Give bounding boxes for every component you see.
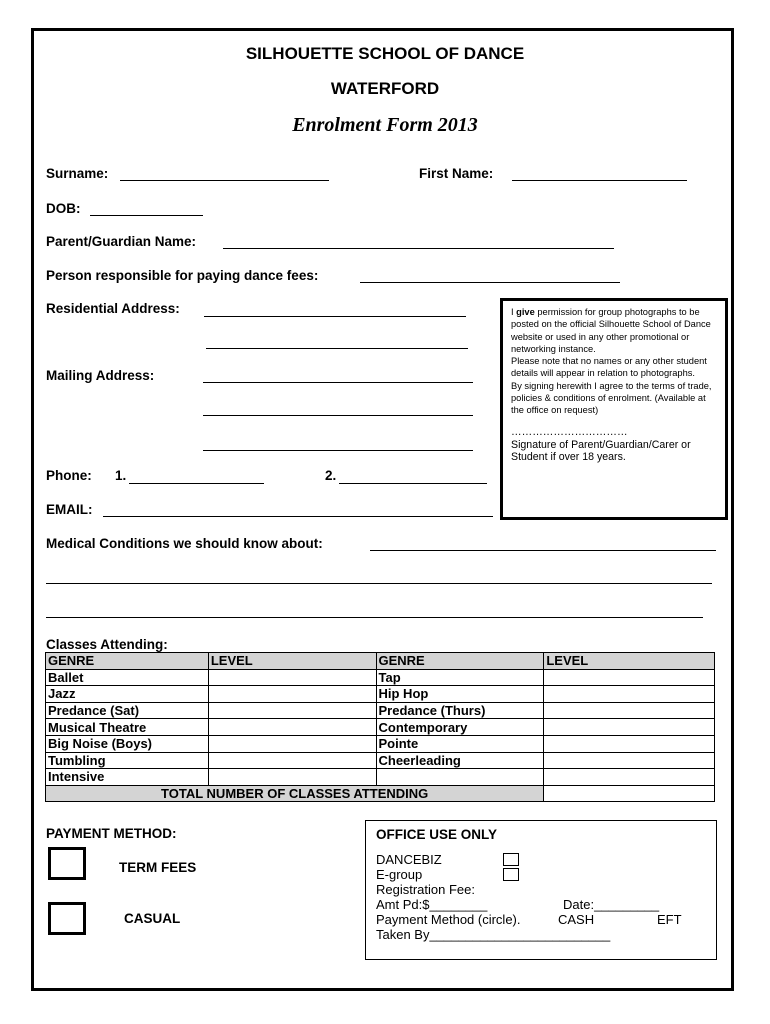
- genre-cell: Contemporary: [376, 719, 544, 736]
- total-label: TOTAL NUMBER OF CLASSES ATTENDING: [46, 785, 544, 802]
- genre-cell: Intensive: [46, 769, 209, 786]
- parent-field[interactable]: [223, 248, 614, 249]
- genre-cell: Tap: [376, 669, 544, 686]
- dob-field[interactable]: [90, 215, 203, 216]
- phone-2-label: 2.: [325, 468, 337, 483]
- genre-cell: Hip Hop: [376, 686, 544, 703]
- level-header: LEVEL: [208, 653, 376, 670]
- parent-label: Parent/Guardian Name:: [46, 234, 197, 249]
- dob-label: DOB:: [46, 201, 81, 216]
- level-cell[interactable]: [544, 752, 715, 769]
- payer-label: Person responsible for paying dance fees:: [46, 268, 319, 283]
- mailing-field-3[interactable]: [203, 450, 473, 451]
- photo-permission-box: [500, 298, 728, 520]
- cash-option[interactable]: CASH: [558, 912, 595, 927]
- date-field[interactable]: Date:_________: [563, 897, 660, 912]
- residential-field-1[interactable]: [204, 316, 466, 317]
- school-town: WATERFORD: [330, 79, 440, 98]
- medical-field-1[interactable]: [370, 550, 716, 551]
- genre-cell: Tumbling: [46, 752, 209, 769]
- table-row: [46, 769, 715, 786]
- medical-field-2[interactable]: [46, 583, 712, 584]
- dancebiz-checkbox[interactable]: [503, 853, 519, 866]
- egroup-label: E-group: [376, 867, 423, 882]
- surname-field[interactable]: [120, 180, 329, 181]
- term-fees-label: TERM FEES: [119, 860, 197, 875]
- phone-2-field[interactable]: [339, 483, 487, 484]
- genre-cell: Musical Theatre: [46, 719, 209, 736]
- amount-paid-field[interactable]: Amt Pd:$________: [376, 897, 488, 912]
- surname-label: Surname:: [46, 166, 109, 181]
- eft-option[interactable]: EFT: [657, 912, 682, 927]
- genre-cell: Predance (Thurs): [376, 702, 544, 719]
- phone-1-label: 1.: [115, 468, 127, 483]
- level-cell[interactable]: [544, 702, 715, 719]
- reg-fee-label: Registration Fee:: [376, 882, 475, 897]
- permission-text-3: By signing herewith I agree to the terms of trade, policies & conditions of enrolment. (Available at the office on request): [511, 380, 712, 416]
- form-title: Enrolment Form 2013: [292, 114, 478, 136]
- genre-cell: Jazz: [46, 686, 209, 703]
- level-cell[interactable]: [544, 769, 715, 786]
- table-row: [46, 735, 715, 752]
- mailing-field-2[interactable]: [203, 415, 473, 416]
- genre-header: GENRE: [46, 653, 209, 670]
- table-row: [46, 752, 715, 769]
- first-name-label: First Name:: [419, 166, 494, 181]
- level-cell[interactable]: [208, 752, 376, 769]
- egroup-row: [376, 867, 706, 882]
- residential-field-2[interactable]: [206, 348, 468, 349]
- casual-label: CASUAL: [124, 911, 181, 926]
- residential-label: Residential Address:: [46, 301, 180, 316]
- genre-cell: Pointe: [376, 735, 544, 752]
- permission-text-2: Please note that no names or any other student details will appear in relation to photographs.: [511, 356, 707, 379]
- genre-header: GENRE: [376, 653, 544, 670]
- signature-caption: Signature of Parent/Guardian/Carer or Student if over 18 years.: [511, 438, 691, 464]
- dancebiz-label: DANCEBIZ: [376, 852, 442, 867]
- dancebiz-row: [376, 852, 706, 867]
- signature-dots[interactable]: ……………………………: [511, 425, 628, 438]
- classes-title: Classes Attending:: [46, 637, 168, 652]
- level-cell[interactable]: [544, 735, 715, 752]
- payment-method-label: Payment Method (circle).: [376, 912, 521, 927]
- genre-cell: [376, 769, 544, 786]
- level-cell[interactable]: [208, 669, 376, 686]
- table-row: [46, 719, 715, 736]
- total-row: [46, 785, 715, 802]
- first-name-field[interactable]: [512, 180, 687, 181]
- taken-by-field[interactable]: Taken By_________________________: [376, 927, 611, 942]
- genre-cell: Predance (Sat): [46, 702, 209, 719]
- level-cell[interactable]: [208, 719, 376, 736]
- genre-cell: Ballet: [46, 669, 209, 686]
- level-cell[interactable]: [208, 769, 376, 786]
- genre-cell: Big Noise (Boys): [46, 735, 209, 752]
- level-cell[interactable]: [208, 702, 376, 719]
- classes-table: [45, 652, 715, 802]
- genre-cell: Cheerleading: [376, 752, 544, 769]
- mailing-label: Mailing Address:: [46, 368, 155, 383]
- mailing-field-1[interactable]: [203, 382, 473, 383]
- level-header: LEVEL: [544, 653, 715, 670]
- medical-label: Medical Conditions we should know about:: [46, 536, 323, 551]
- casual-checkbox[interactable]: [48, 902, 86, 935]
- table-row: [46, 686, 715, 703]
- classes-header-row: [46, 653, 715, 670]
- egroup-checkbox[interactable]: [503, 868, 519, 881]
- payment-method-row: [376, 912, 706, 927]
- office-title: OFFICE USE ONLY: [376, 827, 498, 842]
- level-cell[interactable]: [208, 686, 376, 703]
- amount-row: [376, 897, 706, 912]
- phone-label: Phone:: [46, 468, 92, 483]
- level-cell[interactable]: [544, 719, 715, 736]
- payment-title: PAYMENT METHOD:: [46, 826, 177, 841]
- school-name: SILHOUETTE SCHOOL OF DANCE: [245, 44, 525, 63]
- term-fees-checkbox[interactable]: [48, 847, 86, 880]
- table-row: [46, 669, 715, 686]
- office-use-box: [365, 820, 717, 960]
- email-label: EMAIL:: [46, 502, 93, 517]
- permission-text-1: I give permission for group photographs to be posted on the official Silhouette School of Dance website or used in any other promotional or networking instance.: [511, 307, 711, 354]
- email-field[interactable]: [103, 516, 493, 517]
- payer-field[interactable]: [360, 282, 620, 283]
- level-cell[interactable]: [208, 735, 376, 752]
- table-row: [46, 702, 715, 719]
- level-cell[interactable]: [544, 669, 715, 686]
- level-cell[interactable]: [544, 686, 715, 703]
- medical-field-3[interactable]: [46, 617, 703, 618]
- phone-1-field[interactable]: [129, 483, 264, 484]
- total-cell[interactable]: [544, 785, 715, 802]
